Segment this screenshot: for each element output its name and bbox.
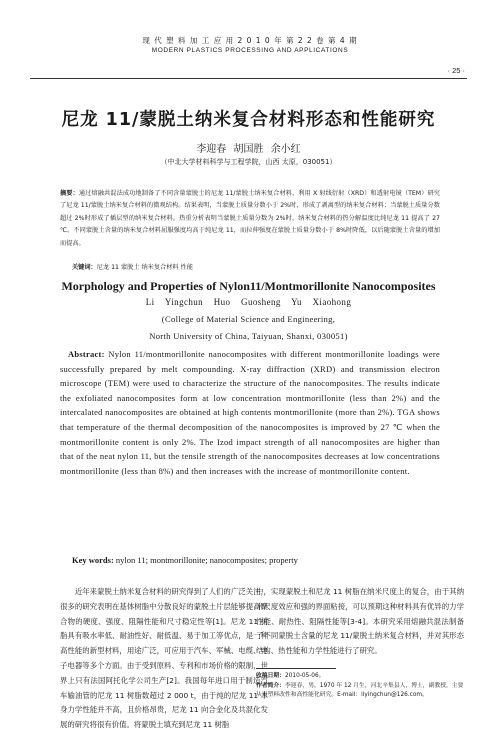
bio-value: 李迎春，男，1970 年 12 月生，河北辛集县人，博士，副教授，主要从事塑料改性和高性能化研究。E-mail：liyingchun@126.com。 xyxy=(256,682,464,698)
received-value: 2010-05-06。 xyxy=(285,673,325,679)
department-en: (College of Material Science and Engineering, xyxy=(161,314,336,324)
abstract-cn xyxy=(60,188,440,250)
paper-title-cn: 尼龙 11/蒙脱土纳米复合材料形态和性能研究 xyxy=(61,110,436,130)
affiliation-cn: （中北大学材料科学与工程学院，山西 太原，030051） xyxy=(160,158,337,166)
bio-label: 作者简介： xyxy=(256,682,285,689)
author-bio xyxy=(256,682,466,701)
authors-en: Li Yingchun Huo Guosheng Yu Xiaohong xyxy=(145,297,352,307)
journal-name-cn: 现 代 塑 料 加 工 应 用 2 0 1 0 年 第 2 2 卷 第 4 期 xyxy=(142,36,358,45)
journal-name-en: MODERN PLASTICS PROCESSING AND APPLICATIONS xyxy=(151,47,349,54)
keywords-cn xyxy=(72,262,432,271)
received-label: 收稿日期： xyxy=(256,673,285,679)
keywords-en xyxy=(72,555,442,565)
body-column-left: 近年来蒙脱土纳米复合材料的研究得到了人们的广泛关注，很多的研究表明在基体树脂中分散良好的蒙脱土片层能够提高聚合物的硬度、强度、阻隔性能和尺寸稳定性等[1]。尼龙 11 树脂具有吸水率低、耐油性好、耐低温、易于加工等优点，是一种高性能的新型材料，用途广泛，可应用于汽车、军械、电缆、电子电器等多个方面。由于受到原料、专利和市场价格的限制，世界上只有法国阿托化学公司生产[2]。我国每年进口用于制造汽车输油管的尼龙 11 树脂数超过 2 000 t，由于纯的尼龙 11 本身力学性能并不高，且价格昂贵，尼龙 11 向合金化及共混化发展的研究将很有价值。将蒙脱土填充到尼龙 11 树脂 xyxy=(60,587,268,730)
page-number: · 25 · xyxy=(447,66,465,75)
running-header xyxy=(60,35,440,54)
abstract-en-label: Abstract: xyxy=(68,349,105,359)
body-column-right: 中，实现蒙脱土和尼龙 11 树脂在纳米尺度上的复合，由于其纳米尺度效应和强的界面粘接，可以预期这种材料具有优异的力学性能、耐热性、阻隔性能等[3-4]。本研究采用熔融共混法制备了不同蒙脱土含量的尼龙 11/蒙脱土纳米复合材料，并对其形态结构、热性能和力学性能进行了研究。 xyxy=(256,587,464,656)
abstract-en-text: Nylon 11/montmorillonite nanocomposites with different montmorillonite loadings were successfully prepared by melt compounding. X-ray diffraction (XRD) and transmission electron microscope (TEM) were used to characterize the structure of the nanocomposites. The results indicate the exfoliated nanocomposites form at low concentration montmorillonite (less than 2%) and the intercalated nanocomposites are obtained at high contents montmorillonite (more than 2%). TGA shows that temperature of the thermal decomposition of the nanocomposites is improved by 27 ℃ when the montmorillonite content is only 2%. The Izod impact strength of all nanocomposites are higher than that of the neat nylon 11, but the tensile strength of the nanocomposites decreases at low concentrations montmorillonite (less than 8%) and then increases with the increase of montmorillonite content. xyxy=(60,349,441,476)
footnote-rule xyxy=(256,668,336,669)
keywords-cn-label: 关键词： xyxy=(72,264,97,271)
keywords-en-label: Key words: xyxy=(72,555,114,565)
university-en: North University of China, Taiyuan, Shanxi, 030051) xyxy=(149,331,348,341)
keywords-en-text: nylon 11; montmorillonite; nanocomposites; property xyxy=(115,555,298,565)
abstract-cn-text: 通过熔融共混法成功地制备了不同含量蒙脱土的尼龙 11/蒙脱土纳米复合材料，利用 X 射线衍射（XRD）和透射电镜（TEM）研究了尼龙 11/蒙脱土纳米复合材料的微观结构。结果表明，当蒙脱土质量分数小于 2%时，形成了剥离型的纳米复合材料；当蒙脱土质量分数超过 2%时形成了插层型的纳米复合材料。热重分析表明当蒙脱土质量分数为 2%时，纳米复合材料的热分解温度比纯尼龙 11 提高了 27 ℃。不同蒙脱土含量的纳米复合材料屈服强度均高于纯尼龙 11，而拉伸强度在蒙脱土质量分数小于 8%时降低，以后随蒙脱土含量的增加而提高。 xyxy=(60,190,440,247)
header-rule xyxy=(30,78,467,79)
authors-cn: 李迎春 胡国胜 余小红 xyxy=(196,144,301,155)
abstract-cn-label: 摘要： xyxy=(60,190,79,197)
abstract-en xyxy=(60,347,440,478)
keywords-cn-text: 尼龙 11 蒙脱土 纳米复合材料 性能 xyxy=(96,264,193,271)
received-date xyxy=(256,672,466,682)
paper-title-en: Morphology and Properties of Nylon11/Montmorillonite Nanocomposites xyxy=(61,279,436,293)
footnote xyxy=(256,672,466,701)
